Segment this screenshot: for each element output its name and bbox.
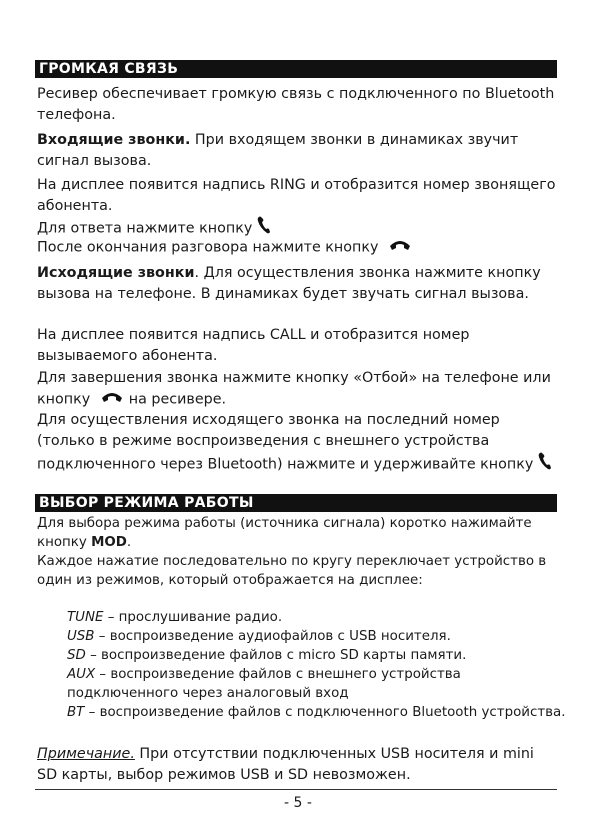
mode-intro-text: Для выбора режима работы (источника сигнала) коротко нажимайте кнопку	[37, 516, 532, 550]
footer-divider	[35, 789, 557, 790]
phone-hangup-icon	[101, 389, 123, 410]
end-call-text: После окончания разговора нажмите кнопку	[37, 239, 379, 256]
hangup-paragraph	[37, 368, 557, 411]
note-label: Примечание.	[37, 746, 135, 762]
mode-name: TUNE	[67, 610, 104, 625]
incoming-calls-text: При входящем звонки в динамиках звучит сигнал вызова.	[37, 132, 519, 169]
intro-paragraph: Ресивер обеспечивает громкую связь с подключенного по Bluetooth телефона.	[37, 86, 555, 123]
mode-desc: – воспроизведение аудиофайлов с USB носителя.	[94, 629, 451, 644]
note-text: При отсутствии подключенных USB носителя и mini SD карты, выбор режимов USB и SD невозможен.	[37, 746, 534, 783]
page-number: - 5 -	[284, 795, 312, 811]
mode-desc: – воспроизведение файлов с внешнего устройства подключенного через аналоговый вход	[67, 667, 461, 701]
section-heading-speakerphone: ГРОМКАЯ СВЯЗЬ	[35, 60, 557, 78]
mode-name: USB	[67, 629, 95, 644]
mod-button-label: MOD	[91, 535, 127, 550]
phone-answer-icon	[538, 452, 552, 477]
hangup-text-a: Для завершения звонка нажмите кнопку «Отбой» на телефоне или кнопку	[37, 370, 551, 408]
mode-cycle-paragraph: Каждое нажатие последовательно по кругу переключает устройство в один из режимов, который отображается на дисплее:	[37, 554, 547, 588]
redial-text: Для осуществления исходящего звонка на последний номер (только в режиме воспроизведения с внешнего устройства подключенного через Bluetooth) нажмите и удерживайте кнопку	[37, 412, 534, 473]
redial-paragraph	[37, 410, 557, 477]
outgoing-calls-text: . Для осуществления звонка нажмите кнопку вызова на телефоне. В динамиках будет звучать сигнал вызова.	[37, 265, 541, 302]
note-paragraph	[37, 744, 557, 786]
incoming-calls-label: Входящие звонки.	[37, 132, 191, 148]
display-ring-paragraph: На дисплее появится надпись RING и отобразится номер звонящего абонента.	[37, 177, 556, 214]
mode-intro-end: .	[126, 535, 132, 550]
mode-item-tune	[67, 608, 567, 627]
mode-name: AUX	[67, 667, 96, 682]
hangup-text-b: на ресивере.	[128, 391, 227, 408]
phone-hangup-icon	[389, 237, 411, 258]
mode-desc: – прослушивание радио.	[103, 610, 283, 625]
outgoing-calls-paragraph	[37, 263, 557, 305]
mode-desc: – воспроизведение файлов с micro SD карты памяти.	[85, 648, 467, 663]
mode-intro-paragraph	[37, 514, 557, 552]
section-heading-mode-selection: ВЫБОР РЕЖИМА РАБОТЫ	[35, 494, 557, 512]
answer-text: Для ответа нажмите кнопку	[37, 220, 253, 237]
incoming-calls-paragraph	[37, 130, 557, 172]
end-call-paragraph	[37, 237, 557, 259]
mode-name: BT	[67, 705, 85, 720]
outgoing-calls-label: Исходящие звонки	[37, 265, 195, 281]
mode-item-usb	[67, 627, 567, 646]
mode-desc: – воспроизведение файлов с подключенного Bluetooth устройства.	[84, 705, 566, 720]
mode-name: SD	[67, 648, 86, 663]
mode-item-aux	[67, 665, 567, 703]
display-call-paragraph: На дисплее появится надпись CALL и отобразится номер вызываемого абонента.	[37, 327, 470, 364]
mode-item-sd	[67, 646, 567, 665]
mode-item-bt	[67, 703, 567, 722]
